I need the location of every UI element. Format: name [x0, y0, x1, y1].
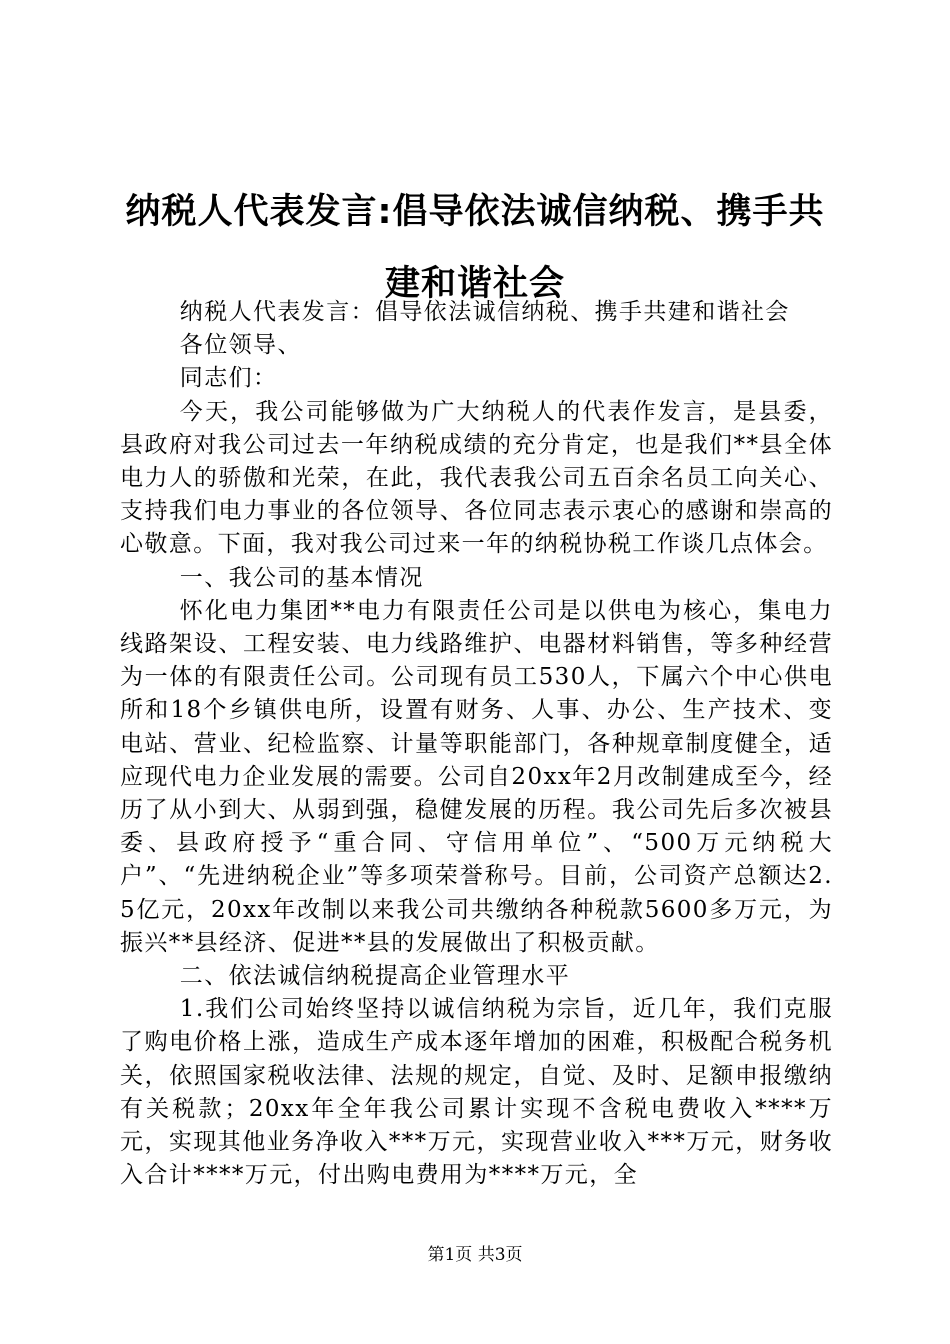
salutation-leaders: 各位领导、	[179, 332, 302, 359]
paragraph-company-info: 怀化电力集团**电力有限责任公司是以供电为核心，集电力线路架设、工程安装、电力线路维护、电器材料销售，等多种经营为一体的有限责任公司。公司现有员工530人，下属六个中心供电所和18个乡镇供电所，设置有财务、人事、办公、生产技术、变电站、营业、纪检监察、计量等职能部门，各种规章制度健全，适应现代电力企业发展的需要。公司自20xx年2月改制建成至今，经历了从小到大、从弱到强，稳健发展的历程。我公司先后多次被县委、县政府授予“重合同、守信用单位”、“500万元纳税大户”、“先进纳税企业”等多项荣誉称号。目前，公司资产总额达2.5亿元，20xx年改制以来我公司共缴纳各种税款5600多万元，为振兴**县经济、促进**县的发展做出了积极贡献。	[120, 597, 833, 956]
paragraph-tax-practice: 1.我们公司始终坚持以诚信纳税为宗旨，近几年，我们克服了购电价格上涨，造成生产成本逐年增加的困难，积极配合税务机关，依照国家税收法律、法规的规定，自觉、及时、足额申报缴纳有关税款；20xx年全年我公司累计实现不含税电费收入****万元，实现其他业务净收入***万元，实现营业收入***万元，财务收入合计****万元，付出购电费用为****万元，全	[120, 996, 833, 1189]
salutation-comrades: 同志们：	[179, 365, 278, 392]
paragraph-intro: 今天，我公司能够做为广大纳税人的代表作发言，是县委，县政府对我公司过去一年纳税成绩的充分肯定，也是我们**县全体电力人的骄傲和光荣，在此，我代表我公司五百余名员工向关心、支持我们电力事业的各位领导、各位同志表示衷心的感谢和崇高的心敬意。下面，我对我公司过来一年的纳税协税工作谈几点体会。	[120, 398, 833, 558]
body-heading-line: 纳税人代表发言：倡导依法诚信纳税、携手共建和谐社会	[179, 299, 790, 325]
section-heading-1: 一、我公司的基本情况	[179, 564, 424, 591]
section-heading-2: 二、依法诚信纳税提高企业管理水平	[179, 963, 571, 990]
document-title: 纳税人代表发言:倡导依法诚信纳税、携手共建和谐社会	[125, 192, 825, 304]
page-number-footer: 第1页 共3页	[427, 1245, 523, 1265]
document-body	[120, 296, 833, 1192]
